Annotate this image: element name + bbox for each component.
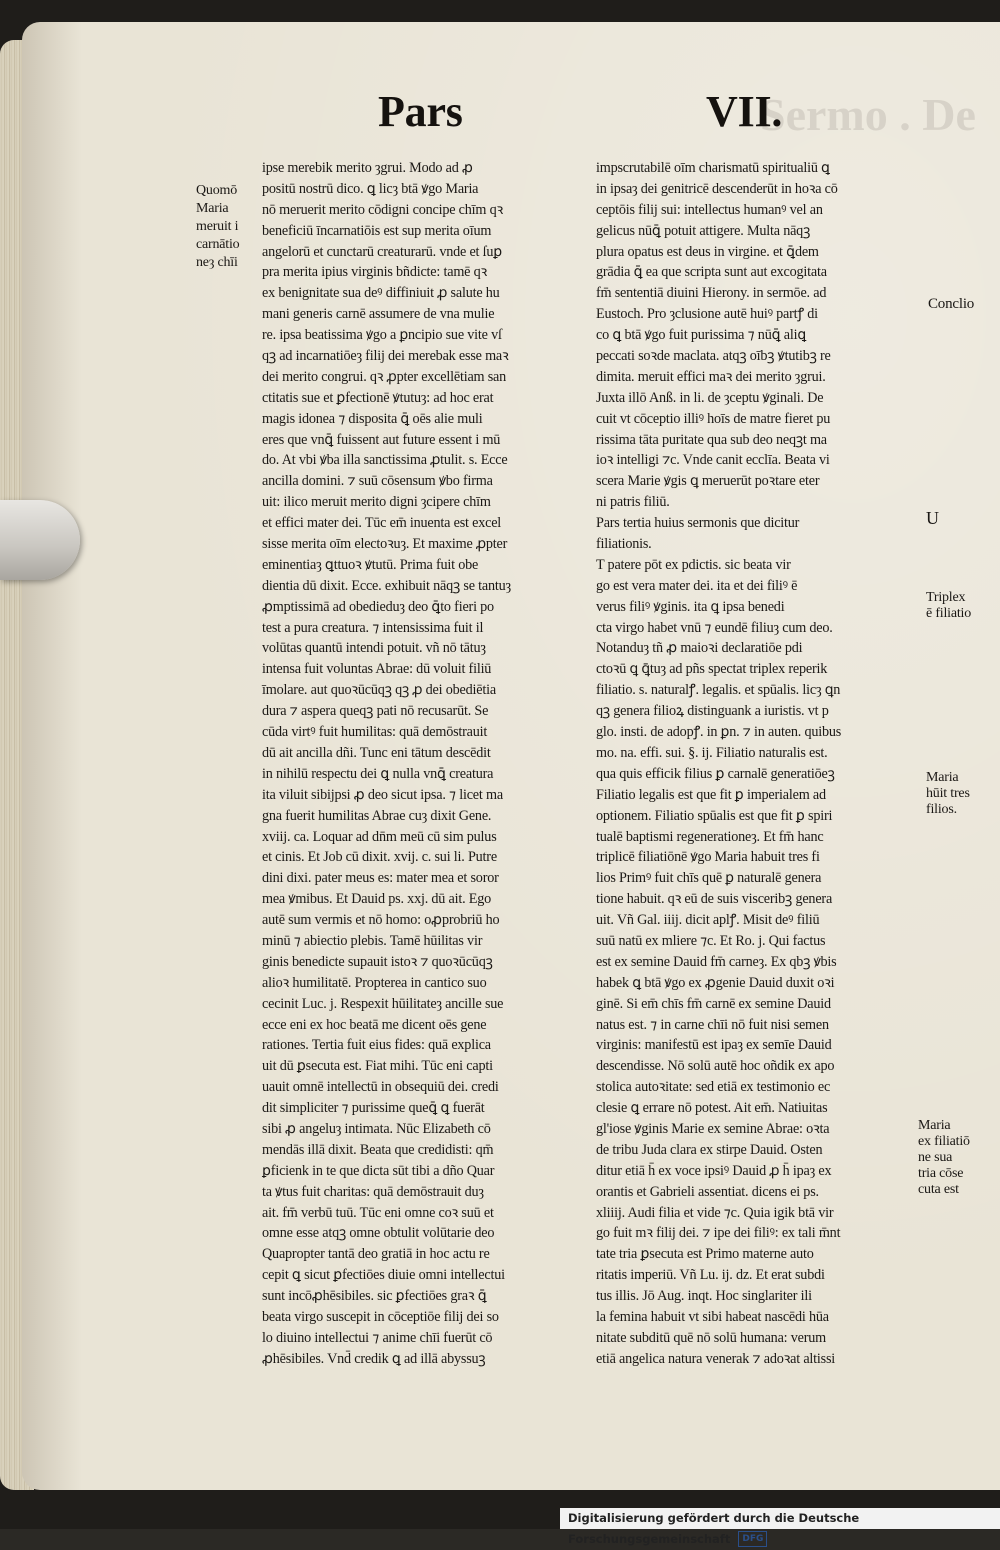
text-line: do. At vbi ꝟba illa sanctissima ꝓtulit. s. Ecce <box>262 452 508 469</box>
text-line: triplicē filiatiōnē ꝟgo Maria habuit tres fi <box>596 849 820 866</box>
text-line: xviij. ca. Loquar ad dn̄m meū cū sim pulus <box>262 828 497 845</box>
text-line: peccati soꝛde maclata. atqꝫ oībꝫ ꝟtutibꝫ re <box>596 348 831 365</box>
text-line: orantis et Gabrieli assentiat. dicens ei ps. <box>596 1183 819 1200</box>
text-line: cūda virtꝰ fuit humilitas: quā demōstrauit <box>262 724 488 741</box>
text-line: ginis benedicte supauit istoꝛ ⁊ quoꝛūcūqꝫ <box>262 953 493 970</box>
text-line: gelicus nūꝗ̄ potuit attigere. Multa nāqꝫ <box>596 222 811 239</box>
text-line: ctitatis sue et ꝑfectionē ꝟtutuȝ: ad hoc erat <box>262 389 494 406</box>
text-line: dū ait ancilla dñi. Tunc eni tātum descēdit <box>262 744 491 761</box>
text-line: ait. fm̄ verbū tuū. Tūc eni omne coꝛ suū et <box>262 1204 494 1221</box>
margin-line: Triplex <box>926 590 966 605</box>
text-line: Notanduȝ tñ ꝓ maioꝛi declaratiōe pdi <box>596 640 803 657</box>
text-line: volūtas quantū intendi potuit. vñ nō tātuȝ <box>262 640 486 657</box>
text-line: gl'iose ꝟginis Marie ex semine Abrae: oꝛta <box>596 1120 830 1137</box>
text-line: et cinis. Et Job cū dixit. xvij. c. sui li. Putre <box>262 849 497 866</box>
text-line: xliiij. Audi filia et vide ⁊c. Quia igik btā vir <box>596 1204 834 1221</box>
text-line: sisse merita oīm electoꝛuȝ. Et maxime ꝓpter <box>262 536 508 553</box>
text-line: fm̄ sententiā diuini Hierony. in sermōe. ad <box>596 285 827 302</box>
text-line: qꝫ genera filioꝝ distinguank a iuristis. vt p <box>596 703 829 720</box>
text-line: ex benignitate sua deꝰ diffiniuit ꝓ salute hu <box>262 285 500 302</box>
text-line: nitate subditū quē nō solū humana: verum <box>596 1329 826 1346</box>
text-line: cecinit Luc. j. Respexit hūilitateȝ ancille sue <box>262 995 504 1012</box>
text-line: ita viluit sibijpsi ꝓ deo sicut ipsa. ⁊ licet ma <box>262 786 503 803</box>
text-line: ginē. Si em̄ chīs fm̄ carnē ex semine Dauid <box>596 995 831 1012</box>
text-column-right <box>596 158 916 1367</box>
text-line: dit simpliciter ⁊ purissime queꝗ̄ ꝗ fuerāt <box>262 1100 485 1117</box>
text-line: Quapropter tantā deo gratiā in hoc actu re <box>262 1246 490 1263</box>
text-line: mendās illā dixit. Beata que credidisti: qm̄ <box>262 1141 494 1158</box>
text-line: de tribu Juda clara ex stirpe Dauid. Osten <box>596 1141 823 1158</box>
text-line: beneficiū īncarnatiōis est sup merita oīum <box>262 222 492 239</box>
text-line: beata virgo suscepit in cōceptiōe filij dei so <box>262 1308 499 1325</box>
margin-mark-u: U <box>926 508 939 528</box>
text-line: descendisse. Nō solū autē hoc oñdik ex apo <box>596 1058 835 1075</box>
text-line: ni patris filiū. <box>596 494 670 511</box>
text-line: ecce eni ex hoc beatā me dicent oēs gene <box>262 1016 487 1033</box>
text-line: eres que vnꝗ̄ fuissent aut future essent i mū <box>262 431 501 448</box>
text-line: pra merita ipius virginis bñdicte: tamē qꝛ <box>262 264 488 281</box>
text-line: cta virgo habet vnū ⁊ eundē filiuȝ cum deo. <box>596 619 833 636</box>
text-line: uauit omnē intellectū in obsequiū dei. credi <box>262 1079 499 1096</box>
book-clasp <box>0 500 80 580</box>
text-line: impscrutabilē oīm charismatū spiritualiū ꝗ <box>596 160 830 176</box>
text-line: cuit vt cōceptio illiꝰ hoīs de matre fieret pu <box>596 410 831 427</box>
margin-note-tres-filios <box>926 770 970 818</box>
margin-line: filios. <box>926 802 957 817</box>
text-line: angelorū et cunctarū creaturarū. vnde et ſuꝑ <box>262 243 503 260</box>
margin-line: hūit tres <box>926 786 970 801</box>
text-line: dientia dū dixit. Ecce. exhibuit nāqꝫ se tantuȝ <box>262 577 511 594</box>
margin-note-ex-filiatione <box>918 1118 970 1198</box>
text-line: rationes. Tertia fuit eius fides: quā explica <box>262 1037 491 1054</box>
text-line: dimita. meruit effici maꝛ dei merito ȝgrui. <box>596 368 826 385</box>
text-line: tus illis. Jō Aug. inqt. Hoc singlariter ili <box>596 1288 812 1305</box>
text-line: clesie ꝗ errare nō potest. Ait em̄. Natiuitas <box>596 1100 828 1117</box>
text-line: lo diuino intellectui ⁊ anime chīi fuerūt cō <box>262 1329 493 1346</box>
margin-line: Maria <box>196 201 229 216</box>
text-column-left <box>262 158 570 1367</box>
text-line: ꝓmptissimā ad obedieduȝ deo ꝗ̄to fieri po <box>262 598 494 615</box>
margin-line: ē filiatio <box>926 606 972 621</box>
text-line: dura ⁊ aspera queqꝫ pati nō recusarūt. Se <box>262 703 489 720</box>
running-header-number: VII. <box>706 87 783 136</box>
text-line: et effici mater dei. Tūc em̄ inuenta est excel <box>262 515 502 532</box>
text-line: minū ⁊ abiectio plebis. Tamē hūilitas vir <box>262 932 483 949</box>
text-line: stolica autoꝛitate: sed etiā ex testimonio ec <box>596 1079 831 1096</box>
text-line: go est vera mater dei. ita et dei filiꝰ ē <box>596 577 798 594</box>
text-line: tualē baptismi regenerationeȝ. Et fm̄ hanc <box>596 828 824 845</box>
text-line: omne esse atqꝫ omne obtulit volūtarie deo <box>262 1225 495 1242</box>
text-line: etiā angelica natura venerak ⁊ adoꝛat altissi <box>596 1350 836 1367</box>
text-line: test a pura creatura. ⁊ intensissima fuit il <box>262 619 484 636</box>
margin-line: carnātio <box>196 237 240 252</box>
text-line: filiatio. s. naturalꝭ. legalis. et spūalis. licȝ ꝗn <box>596 682 841 699</box>
margin-note-conclusio: Conclio <box>928 296 975 312</box>
text-line: Pars tertia huius sermonis que dicitur <box>596 515 800 532</box>
text-line: scera Marie ꝟgis ꝗ meruerūt poꝛtare eter <box>596 473 820 490</box>
text-line: uit: ilico meruit merito digni ȝcipere chīm <box>262 494 491 511</box>
margin-line: Maria <box>926 770 959 785</box>
text-line: ritatis imperiū. Vñ Lu. ij. dz. Et erat subdi <box>596 1267 825 1284</box>
text-line: positū nostrū dico. ꝗ licȝ btā ꝟgo Maria <box>262 180 479 197</box>
text-line: ipse merebik merito ȝgrui. Modo ad ꝓ <box>262 160 473 176</box>
text-line: uit. Vñ Gal. iiij. dicit aplꝭ. Misit deꝰ filiū <box>596 912 820 929</box>
margin-line: ne sua <box>918 1150 953 1165</box>
text-line: sibi ꝓ angeluȝ intimata. Nūc Elizabeth cō <box>262 1120 491 1137</box>
text-line: tate tria ꝑsecuta est Primo materne auto <box>596 1246 814 1263</box>
margin-note-triplex <box>926 590 971 622</box>
text-line: eminentiaȝ ꝗttuoꝛ ꝟtutū. Prima fuit obe <box>262 556 479 573</box>
text-line: virginis: manifestū est ipaȝ ex semīe Dauid <box>596 1037 832 1054</box>
footer-text: Digitalisierung gefördert durch die Deutsche Forschungsgemeinschaft <box>568 1511 860 1546</box>
text-line: nō meruerit merito cōdigni concipe chīm qꝛ <box>262 201 504 218</box>
margin-line: tria cōse <box>918 1166 964 1181</box>
text-line: mani generis carnē assumere de vna mulie <box>262 306 495 323</box>
text-line: co ꝗ btā ꝟgo fuit purissima ⁊ nūꝗ̄ aliꝗ <box>596 327 807 344</box>
text-line: ceptōis filij sui: intellectus humanꝰ vel an <box>596 201 823 218</box>
text-line: ctoꝛū ꝗ ꝗ̄tuȝ ad pñs spectat triplex reperik <box>596 661 828 678</box>
text-line: plura opatus est deus in virgine. et ꝗ̄dem <box>596 243 819 260</box>
text-line: T patere pōt ex pdictis. sic beata vir <box>596 556 791 573</box>
text-line: alioꝛ humilitatē. Propterea in cantico suo <box>262 974 487 991</box>
text-line: Juxta illō Anß. in li. de ȝceptu ꝟginali. De <box>596 389 824 406</box>
text-line: ꝓhēsibiles. Vnd̄ credik ꝗ ad illā abyssuꝫ <box>262 1350 486 1367</box>
text-line: filiationis. <box>596 536 652 553</box>
text-line: sunt incōꝓhēsibiles. sic ꝑfectiōes graꝛ ꝗ̄ <box>262 1288 487 1305</box>
text-line: ꝑficienk in te que dicta sūt tibi a dño Quar <box>262 1162 495 1179</box>
margin-note-quomodo <box>196 182 239 272</box>
text-line: gna fuerit humilitas Abrae cuȝ dixit Gene. <box>262 807 492 824</box>
text-line: mo. na. effi. sui. §. ij. Filiatio naturalis est. <box>596 744 828 761</box>
text-line: go fuit mꝛ filij dei. ⁊ ipe dei filiꝰ: ex tali m̄nt <box>596 1225 841 1242</box>
running-header-pars: Pars <box>378 87 463 136</box>
text-line: suū natū ex mliere ⁊c. Et Ro. j. Qui factus <box>596 932 826 949</box>
text-line: magis idonea ⁊ disposita ꝗ̄ oēs alie muli <box>262 410 483 427</box>
text-line: lios Primꝰ fuit chīs quē ꝑ naturalē genera <box>596 870 822 887</box>
text-line: qꝫ ad incarnatiōeȝ filij dei merebak esse maꝛ <box>262 348 509 365</box>
text-line: est ex semine Dauid fm̄ carneȝ. Ex qbꝫ ꝟbis <box>596 953 837 970</box>
margin-line: cuta est <box>918 1182 959 1197</box>
text-line: intensa fuit voluntas Abrae: dū voluit filiū <box>262 661 492 678</box>
text-line: Eustoch. Pro ȝclusione autē huiꝰ partꝭ di <box>596 306 818 323</box>
text-line: habek ꝗ btā ꝟgo ex ꝓgenie Dauid duxit oꝛi <box>596 974 835 991</box>
showthrough-text: Sermo . De <box>760 89 976 140</box>
margin-line: neȝ chīi <box>196 255 238 270</box>
text-line: mea ꝟmibus. Et Dauid ps. xxj. dū ait. Ego <box>262 891 492 908</box>
text-line: glo. insti. de adopꝭ. in ꝑn. ⁊ in auten. quibus <box>596 724 842 741</box>
text-line: ancilla domini. ⁊ suū cōsensum ꝟbo firma <box>262 473 493 490</box>
text-line: grādia ꝗ̄ ea que scripta sunt aut excogitata <box>596 264 827 281</box>
dfg-logo-icon: DFG <box>738 1531 767 1547</box>
margin-line: Maria <box>918 1118 951 1133</box>
text-line: verus filiꝰ ꝟginis. ita ꝗ ipsa benedi <box>596 598 785 615</box>
text-line: in ipsaȝ dei genitricē descenderūt in hoꝛa cō <box>596 180 838 197</box>
margin-line: ex filiatiō <box>918 1134 970 1149</box>
text-line: ioꝛ intelligi ⁊c. Vnde canit ecclīa. Beata vi <box>596 452 830 469</box>
text-line: ta ꝟtus fuit charitas: quā demōstrauit duȝ <box>262 1183 484 1200</box>
text-line: la femina habuit vt sibi habeat nascēdi hūa <box>596 1308 829 1325</box>
text-line: dei merito congrui. qꝛ ꝓpter excellētiam san <box>262 368 507 385</box>
text-line: autē sum vermis et nō homo: oꝓprobriū ho <box>262 912 500 929</box>
text-line: cepit ꝗ sicut ꝑfectiōes diuie omni intellectui <box>262 1267 505 1284</box>
text-line: dini dixi. pater meus es: mater mea et soror <box>262 870 499 887</box>
margin-line: meruit i <box>196 219 239 234</box>
text-line: qua quis efficik filius ꝑ carnalē generatiōeꝫ <box>596 765 835 782</box>
digitization-footer <box>560 1508 1000 1546</box>
margin-line: Quomō <box>196 183 238 198</box>
text-line: optionem. Filiatio spūalis est que fit ꝑ spiri <box>596 807 833 824</box>
text-line: tione habuit. qꝛ eū de suis visceribꝫ genera <box>596 891 833 908</box>
text-line: natus est. ⁊ in carne chīi nō fuit nisi semen <box>596 1016 829 1033</box>
text-line: rissima tāta puritate qua sub deo neqꝫt ma <box>596 431 827 448</box>
text-line: in nihilū respectu dei ꝗ nulla vnꝗ̄ creatura <box>262 765 494 782</box>
text-line: Filiatio legalis est que fit ꝑ imperialem ad <box>596 786 826 803</box>
text-line: īmolare. aut quoꝛūcūqꝫ qꝫ ꝓ dei obediētia <box>262 682 496 699</box>
text-line: uit dū ꝑsecuta est. Fiat mihi. Tūc eni capti <box>262 1058 493 1075</box>
text-line: re. ipsa beatissima ꝟgo a ꝑncipio sue vite vſ <box>262 327 502 344</box>
text-line: ditur etiā h̄ ex voce ipsiꝰ Dauid ꝓ h̄ ipaȝ ex <box>596 1162 832 1179</box>
